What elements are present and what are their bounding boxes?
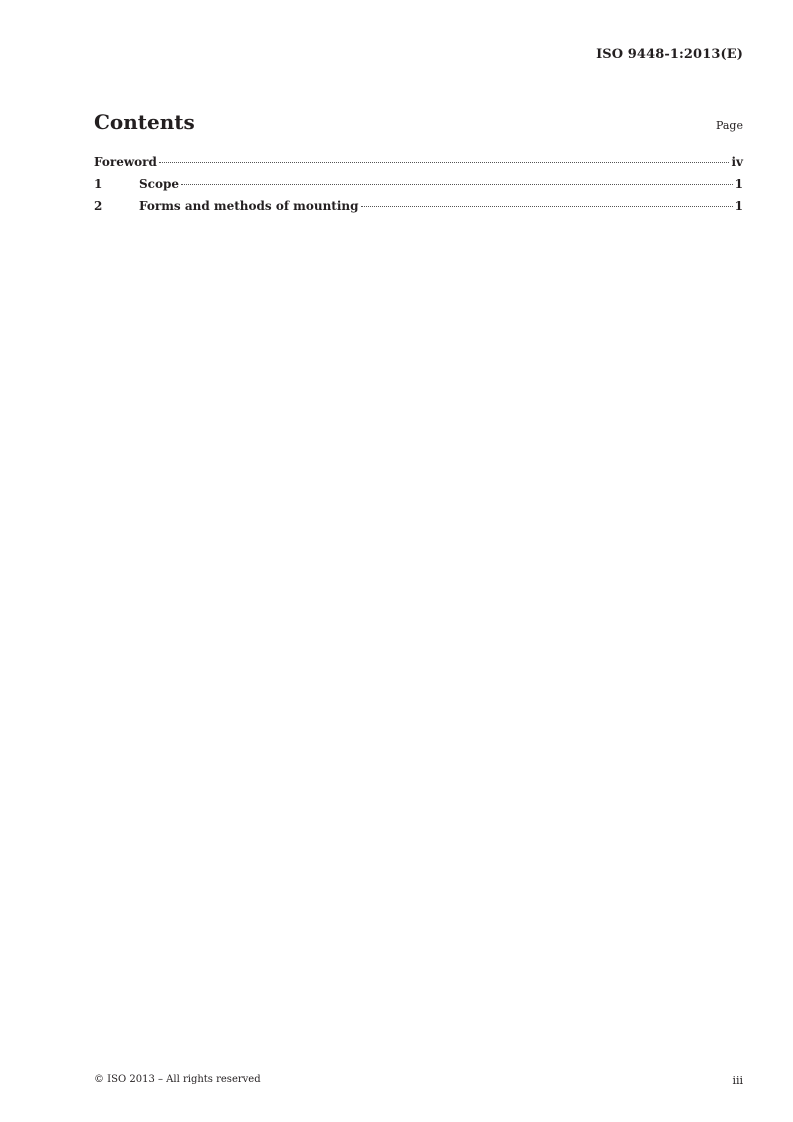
toc-entry-number: 1	[94, 177, 103, 191]
toc-entry-page: 1	[734, 199, 743, 213]
toc-dot-leader	[361, 206, 733, 207]
table-of-contents	[94, 155, 743, 221]
toc-entry-number: 2	[94, 199, 103, 213]
document-code: ISO 9448-1:2013(E)	[596, 47, 743, 62]
toc-entry-title: Foreword	[94, 155, 157, 169]
toc-dot-leader	[181, 184, 733, 185]
toc-entry-forms-and-methods[interactable]	[94, 199, 743, 221]
toc-entry-page: iv	[731, 155, 743, 169]
footer-copyright: © ISO 2013 – All rights reserved	[94, 1074, 261, 1085]
toc-dot-leader	[159, 162, 730, 163]
toc-entry-page: 1	[734, 177, 743, 191]
footer-page-number: iii	[732, 1074, 743, 1087]
page-column-label: Page	[715, 119, 743, 132]
toc-entry-scope[interactable]	[94, 177, 743, 199]
toc-entry-foreword[interactable]	[94, 155, 743, 177]
contents-heading: Contents	[94, 110, 195, 134]
toc-entry-title: Scope	[139, 177, 180, 191]
toc-entry-title: Forms and methods of mounting	[139, 199, 359, 213]
